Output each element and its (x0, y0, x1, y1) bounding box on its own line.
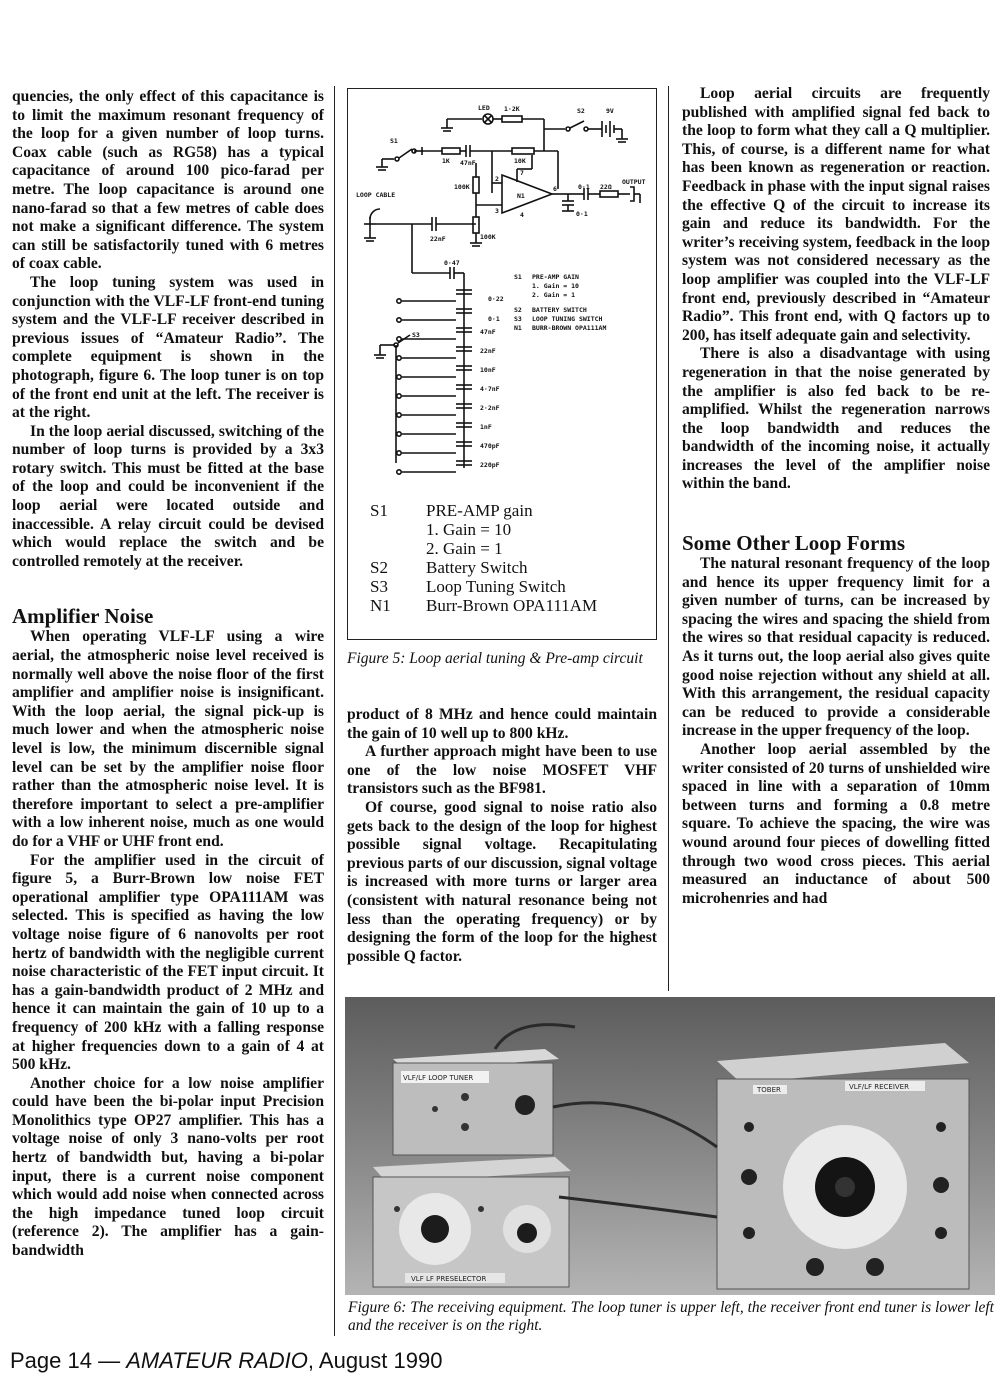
legend-row (370, 539, 597, 558)
legend-desc: 2. Gain = 1 (426, 539, 503, 558)
legend-code (370, 539, 426, 558)
receiver-unit (717, 1043, 969, 1289)
legend-row (370, 577, 597, 596)
column-2 (347, 706, 657, 966)
front-end-unit (373, 1157, 571, 1287)
paragraph: There is also a disadvantage with using regeneration in that the noise generated by the amplifier is also fed back to be re-amplified. Whilst the regeneration narrows the loop bandwidth and reduces the bandwidth of the incoming noise, it actually increases the level of the amplifier noise within the band. (682, 345, 990, 493)
footer-magazine: AMATEUR RADIO (126, 1348, 308, 1373)
legend-row (370, 520, 597, 539)
label-r22: 22Ω (600, 183, 612, 191)
label-r-led: 1·2K (504, 105, 520, 113)
label-ladder-capacitor: 4·7nF (480, 385, 500, 393)
paragraph: When operating VLF-LF using a wire aerial, the atmospheric noise level received is normally well above the noise floor of the first amplifier and amplifier noise is insignificant. With the loop aerial, the signal pick-up is much lower and when the atmospheric noise level is low, the minimum discernible signal level can be set by the amplifier noise floor rather than the atmospheric noise level. It is therefore important to select a pre-amplifier with a low inherent noise, much as one would do for a VHF or UHF front end. (12, 628, 324, 850)
receiver-brand: TOBER (757, 1086, 781, 1094)
tuner-label: VLF/LF LOOP TUNER (403, 1074, 474, 1082)
legend-desc: Burr-Brown OPA111AM (426, 596, 598, 615)
label-loop-cable: LOOP CABLE (356, 191, 396, 199)
circuit-diagram (352, 93, 652, 493)
legend-desc: Battery Switch (426, 558, 528, 577)
label-pin: 6 (553, 185, 557, 193)
figure-5-legend (370, 501, 597, 615)
label-pin: 3 (495, 207, 499, 215)
legend-desc: 1. Gain = 10 (426, 520, 512, 539)
mini-legend-code: N1 (514, 324, 522, 332)
section-heading-some-other-loop-forms: Some Other Loop Forms (682, 531, 906, 556)
paragraph: A further approach might have been to use one of the low noise MOSFET VHF transistors such as the BF981. (347, 743, 657, 798)
paragraph: Loop aerial circuits are frequently published with amplified signal fed back to the loop to form what they call a Q multiplier. This, of course, is a different name for what has been known as regeneration or reaction. Feedback in phase with the input signal raises the effective Q of the circuit to increase its gain and reduce its bandwidth. For the writer’s receiving system, feedback in the loop system was not considered necessary as the loop amplifier was coupled into the VLF-LF front end, previously described in “Amateur Radio”. This front end, with Q factors up to 200, has itself adequate gain and selectivity. (682, 85, 990, 344)
label-output: OUTPUT (622, 178, 646, 186)
paragraph: For the amplifier used in the circuit of figure 5, a Burr-Brown low noise FET operational amplifier type OPA111AM was selected. This is specified as having the low voltage noise figure of 6 nanovolts per root hertz of bandwidth with the negligible current noise characteristic of the FET input circuit. It has a gain-bandwidth product of 2 MHz and hence it can maintain the gain of 10 up to a frequency of 200 kHz with a falling response at higher frequencies down to a gain of 4 at 500 kHz. (12, 851, 324, 1074)
frontend-label: VLF LF PRESELECTOR (411, 1275, 487, 1283)
label-c01: 0·1 (576, 210, 588, 218)
label-c47n: 47nF (460, 159, 476, 167)
mini-legend-code: S2 (514, 306, 522, 314)
label-c01: 0·1 (578, 183, 590, 191)
label-ladder-capacitor: 22nF (480, 347, 496, 355)
equipment-photo (345, 997, 995, 1295)
receiver-label: VLF/LF RECEIVER (849, 1083, 909, 1091)
mini-legend-code: S3 (514, 315, 522, 323)
paragraph: The loop tuning system was used in conjunction with the VLF-LF front-end tuning system and the VLF-LF receiver described in previous issues of “Amateur Radio”. The complete equipment is shown in the photograph, figure 6. The loop tuner is on top of the front end unit at the left. The receiver is at the right. (12, 273, 324, 422)
label-s3: S3 (412, 331, 420, 339)
label-s2: S2 (577, 107, 585, 115)
figure-6-photo (345, 997, 995, 1295)
legend-code (370, 520, 426, 539)
label-ladder-capacitor: 220pF (480, 461, 500, 469)
column-divider (334, 86, 335, 1336)
label-c22n: 22nF (430, 235, 446, 243)
label-r1k: 1K (442, 157, 450, 165)
label-ladder-capacitor: 10nF (480, 366, 496, 374)
figure-5-schematic (347, 88, 657, 640)
legend-code: S3 (370, 577, 388, 596)
paragraph: Another loop aerial assembled by the writer consisted of 20 turns of unshielded wire spaced in line with a separation of 10mm between turns and forming a 0.8 metre square. To achieve the spacing, the wire was wound around four pieces of dowelling fitted through two wood cross pieces. This aerial measured an inductance of about 500 microhenries and had (682, 741, 990, 907)
section-heading-amplifier-noise: Amplifier Noise (12, 604, 154, 629)
figure-6-caption: Figure 6: The receiving equipment. The loop tuner is upper left, the receiver front end tuner is lower left and the receiver is on the right. (348, 1299, 994, 1334)
paragraph: product of 8 MHz and hence could maintain the gain of 10 well up to 800 kHz. (347, 706, 657, 742)
label-ladder-capacitor: 470pF (480, 442, 500, 450)
column-divider (668, 86, 669, 991)
label-battery: 9V (606, 107, 614, 115)
mini-legend-desc: LOOP TUNING SWITCH (532, 315, 603, 323)
label-r100k: 100K (480, 233, 496, 241)
legend-row (370, 558, 597, 577)
legend-code: S2 (370, 558, 388, 577)
paragraph: quencies, the only effect of this capacitance is to limit the maximum resonant frequency of the loop for a given number of loop turns. Coax cable (such as RG58) has a typical capacitance of around 100 pico-farad per metre. The loop capacitance is around one nano-farad so that a few metres of cable does not make a significant difference. The system can still be satisfactorily tuned with 6 metres of coax cable. (12, 88, 324, 273)
label-s1: S1 (390, 137, 398, 145)
paragraph: The natural resonant frequency of the loop and hence its upper frequency limit for a given number of turns, can be increased by spacing the wires and spacing the shield from the wires so that residual capacity is reduced. As it turns out, the loop aerial also gives quite good noise rejection without any shield at all. With this arrangement, the residual capacity can be reduced to provide a considerable increase in the upper frequency of the loop. (682, 555, 990, 740)
page-footer (10, 1348, 442, 1374)
footer-page: Page 14 — (10, 1348, 127, 1373)
label-pin: 2 (495, 175, 499, 183)
label-c01: 0·1 (488, 315, 500, 323)
legend-code: N1 (370, 596, 391, 615)
label-ladder-capacitor: 47nF (480, 328, 496, 336)
legend-desc: PRE-AMP gain (426, 501, 533, 520)
label-pin: 4 (520, 211, 524, 219)
mini-legend-desc: BURR-BROWN OPA111AM (532, 324, 607, 332)
legend-row (370, 501, 597, 520)
label-r10k: 10K (514, 157, 526, 165)
paragraph: Another choice for a low noise amplifier could have been the bi-polar input Precision Monolithics type OP27 amplifier. This has a voltage noise of only 3 nano-volts per root hertz of bandwidth but, having a bi-polar input, there is a current noise component which would add noise when connected across the high impedance tuned loop circuit (reference 2). The amplifier has a gain-bandwidth (12, 1074, 324, 1260)
label-c047: 0·47 (444, 259, 460, 267)
footer-date: , August 1990 (307, 1348, 443, 1373)
figure-5-caption: Figure 5: Loop aerial tuning & Pre-amp circuit (347, 650, 643, 667)
label-ladder-capacitor: 1nF (480, 423, 492, 431)
mini-legend-desc: 1. Gain = 10 (532, 282, 579, 290)
label-c022: 0·22 (488, 295, 504, 303)
label-pin: 7 (520, 169, 524, 177)
loop-tuner-unit (393, 1049, 559, 1155)
mini-legend-desc: 2. Gain = 1 (532, 291, 576, 299)
label-n1: N1 (517, 192, 525, 200)
label-r100k: 100K (454, 183, 470, 191)
paragraph: Of course, good signal to noise ratio also gets back to the design of the loop for highest possible signal voltage. Recapitulating previous parts of our discussion, signal voltage is increased with more turns or larger area (consistent with natural resonance being not less than the operating frequency) or by designing the form of the loop for the highest possible Q factor. (347, 798, 657, 965)
legend-code: S1 (370, 501, 388, 520)
mini-legend-desc: PRE-AMP GAIN (532, 273, 579, 281)
label-ladder-capacitor: 2·2nF (480, 404, 500, 412)
legend-row (370, 596, 597, 615)
paragraph: In the loop aerial discussed, switching of the number of loop turns is provided by a 3x3 rotary switch. This must be fitted at the base of the loop and could be inconvenient if the loop aerial were located outside and inaccessible. A relay circuit could be devised which would replace the switch and be controlled remotely at the receiver. (12, 422, 324, 570)
column-1 (12, 88, 324, 1261)
legend-desc: Loop Tuning Switch (426, 577, 566, 596)
mini-legend-desc: BATTERY SWITCH (532, 306, 587, 314)
mini-legend-code: S1 (514, 273, 522, 281)
label-led: LED (478, 104, 490, 112)
column-3 (682, 85, 990, 908)
